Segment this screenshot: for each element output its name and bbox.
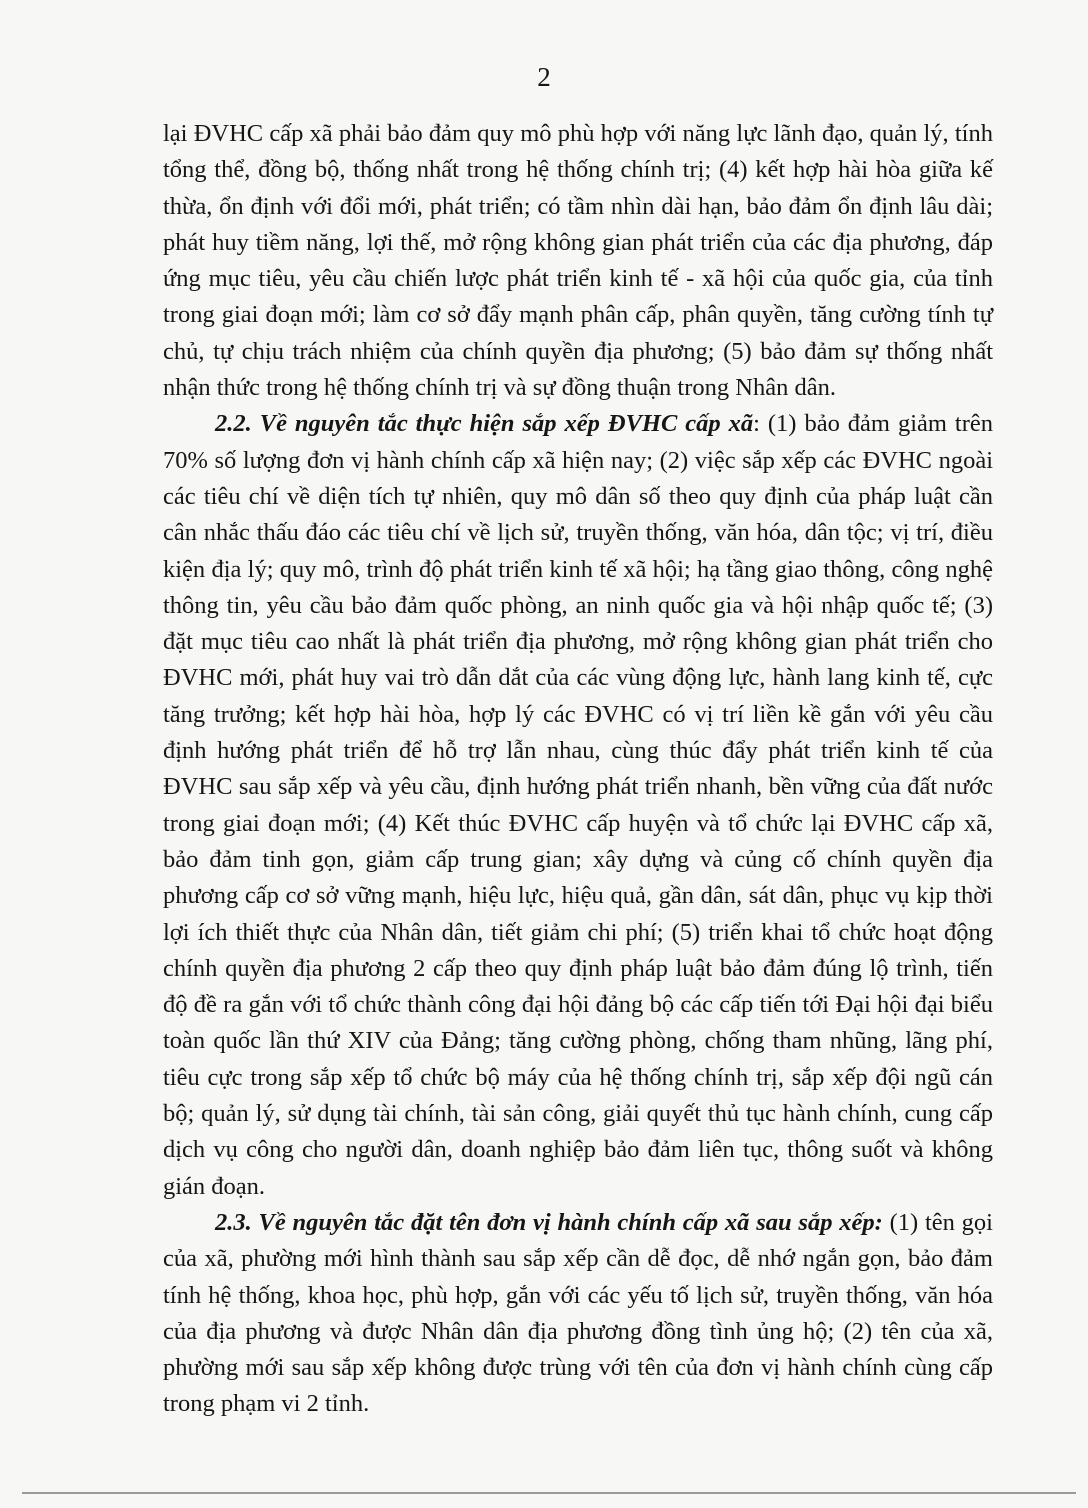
section-heading-2-3: 2.3. Về nguyên tắc đặt tên đơn vị hành chính cấp xã sau sắp xếp:	[215, 1208, 883, 1236]
section-heading-2-2: 2.2. Về nguyên tắc thực hiện sắp xếp ĐVHC cấp xã	[215, 410, 754, 438]
paragraph-continuation	[163, 116, 993, 406]
paragraph-text: (1) tên gọi của xã, phường mới hình thành sau sắp xếp cần dễ đọc, dễ nhớ ngắn gọn, bảo đảm tính hệ thống, khoa học, phù hợp, gắn với các yếu tố lịch sử, truyền thống, văn hóa của địa phương và được Nhân dân địa phương đồng tình ủng hộ; (2) tên của xã, phường mới sau sắp xếp không được trùng với tên của đơn vị hành chính cùng cấp trong phạm vi 2 tỉnh.	[163, 1208, 993, 1418]
paragraph-text: lại ĐVHC cấp xã phải bảo đảm quy mô phù hợp với năng lực lãnh đạo, quản lý, tính tổng thể, đồng bộ, thống nhất trong hệ thống chính trị; (4) kết hợp hài hòa giữa kế thừa, ổn định với đổi mới, phát triển; có tầm nhìn dài hạn, bảo đảm ổn định lâu dài; phát huy tiềm năng, lợi thế, mở rộng không gian phát triển của các địa phương, đáp ứng mục tiêu, yêu cầu chiến lược phát triển kinh tế - xã hội của quốc gia, của tỉnh trong giai đoạn mới; làm cơ sở đẩy mạnh phân cấp, phân quyền, tăng cường tính tự chủ, tự chịu trách nhiệm của chính quyền địa phương; (5) bảo đảm sự thống nhất nhận thức trong hệ thống chính trị và sự đồng thuận trong Nhân dân.	[163, 120, 993, 402]
paragraph-text: : (1) bảo đảm giảm trên 70% số lượng đơn vị hành chính cấp xã hiện nay; (2) việc sắp xếp các ĐVHC ngoài các tiêu chí về diện tích tự nhiên, quy mô dân số theo quy định của pháp luật cần cân nhắc thấu đáo các tiêu chí về lịch sử, truyền thống, văn hóa, dân tộc; vị trí, điều kiện địa lý; quy mô, trình độ phát triển kinh tế xã hội; hạ tầng giao thông, công nghệ thông tin, yêu cầu bảo đảm quốc phòng, an ninh quốc gia và hội nhập quốc tế; (3) đặt mục tiêu cao nhất là phát triển địa phương, mở rộng không gian phát triển cho ĐVHC mới, phát huy vai trò dẫn dắt của các vùng động lực, hành lang kinh tế, cực tăng trưởng; kết hợp hài hòa, hợp lý các ĐVHC có vị trí liền kề gắn với yêu cầu định hướng phát triển để hỗ trợ lẫn nhau, cùng thúc đẩy phát triển kinh tế của ĐVHC sau sắp xếp và yêu cầu, định hướng phát triển nhanh, bền vững của đất nước trong giai đoạn mới; (4) Kết thúc ĐVHC cấp huyện và tổ chức lại ĐVHC cấp xã, bảo đảm tinh gọn, giảm cấp trung gian; xây dựng và củng cố chính quyền địa phương cấp cơ sở vững mạnh, hiệu lực, hiệu quả, gần dân, sát dân, phục vụ kịp thời lợi ích thiết thực của Nhân dân, tiết giảm chi phí; (5) triển khai tổ chức hoạt động chính quyền địa phương 2 cấp theo quy định pháp luật bảo đảm đúng lộ trình, tiến độ đề ra gắn với tổ chức thành công đại hội đảng bộ các cấp tiến tới Đại hội đại biểu toàn quốc lần thứ XIV của Đảng; tăng cường phòng, chống tham nhũng, lãng phí, tiêu cực trong sắp xếp tổ chức bộ máy của hệ thống chính trị, sắp xếp đội ngũ cán bộ; quản lý, sử dụng tài chính, tài sản công, giải quyết thủ tục hành chính, cung cấp dịch vụ công cho người dân, doanh nghiệp bảo đảm liên tục, thông suốt và không gián đoạn.	[163, 410, 993, 1200]
paragraph-section-2-3	[163, 1205, 993, 1423]
page-bottom-edge	[22, 1492, 1076, 1494]
paragraph-section-2-2	[163, 406, 993, 1205]
page-number: 2	[537, 62, 551, 92]
document-body	[163, 116, 993, 1423]
